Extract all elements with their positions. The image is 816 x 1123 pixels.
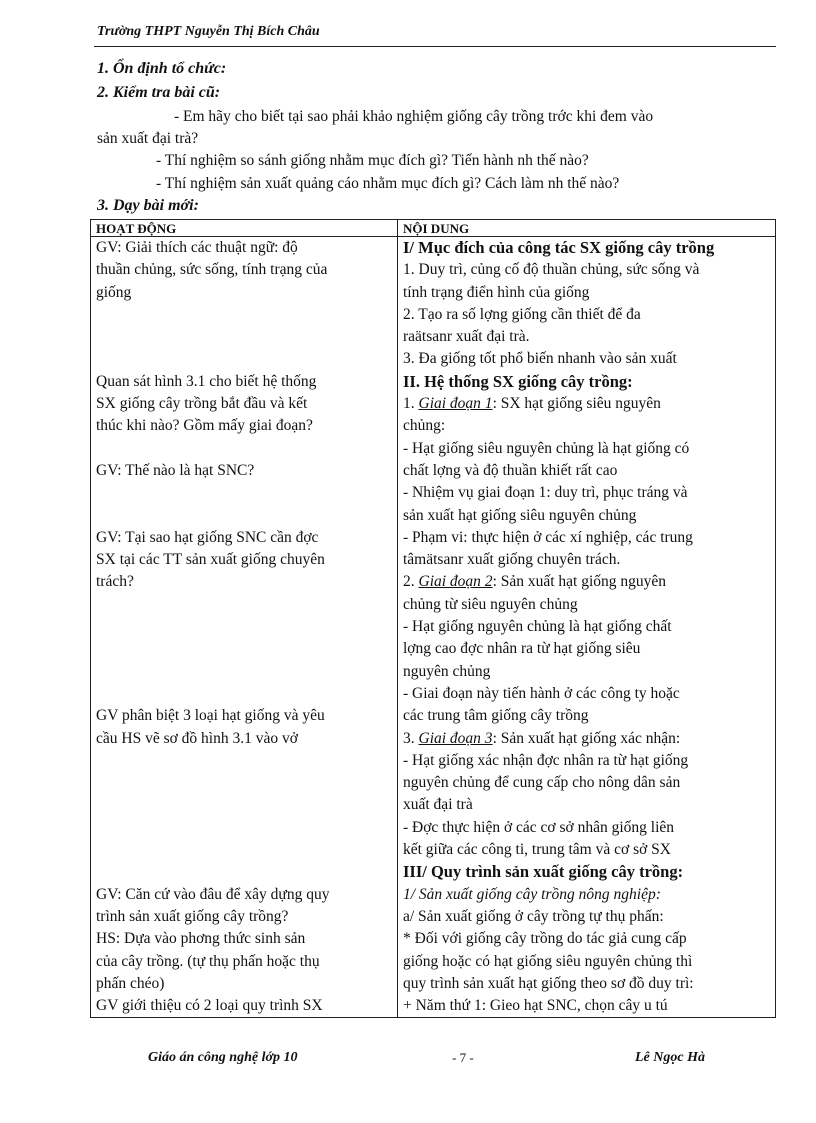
text-line: - Nhiệm vụ giai đoạn 1: duy trì, phục tráng và <box>403 484 688 502</box>
text-line: GV giới thiệu có 2 loại quy trình SX <box>96 997 323 1015</box>
subheading-agriculture: 1/ Sản xuất giống cây trồng nông nghiệp: <box>403 885 661 903</box>
text-line: 2. Tạo ra số lợng giống cần thiết để đa <box>403 305 641 323</box>
text-line: quy trình sản xuất hạt giống theo sơ đồ duy trì: <box>403 974 694 992</box>
text-line: nguyên chủng <box>403 662 491 680</box>
content-cell <box>398 237 776 1018</box>
text-line: - Phạm vi: thực hiện ở các xí nghiệp, các trung <box>403 528 693 546</box>
text-line: phấn chéo) <box>96 974 165 992</box>
text-line: GV phân biệt 3 loại hạt giống và yêu <box>96 707 325 725</box>
stage-3-label: Giai đoạn 3 <box>418 729 493 747</box>
text-line: cầu HS vẽ sơ đồ hình 3.1 vào vở <box>96 729 298 747</box>
text-line: GV: Tại sao hạt giống SNC cần đợc <box>96 528 319 546</box>
text-line: * Đối với giống cây trồng do tác giả cung cấp <box>403 930 687 948</box>
footer-page-number: - 7 - <box>452 1050 474 1065</box>
text-line: HS: Dựa vào phơng thức sinh sản <box>96 930 306 948</box>
review-question-3: - Thí nghiệm sản xuất quảng cáo nhằm mục đích gì? Cách làm nh thế nào? <box>156 175 620 192</box>
text-line: nguyên chủng để cung cấp cho nông dân sản <box>403 774 681 792</box>
text-line: tính trạng điển hình của giống <box>403 283 590 301</box>
footer-author: Lê Ngọc Hà <box>635 1050 705 1065</box>
text-line: 1. Duy trì, củng cố độ thuần chủng, sức sống và <box>403 261 700 279</box>
column-header-content: NỘI DUNG <box>398 220 776 237</box>
text-line: 2. Giai đoạn 2: Sản xuất hạt giống nguyên <box>403 573 667 591</box>
table-header-row <box>91 220 776 237</box>
text-line: giống <box>96 283 132 301</box>
review-question-2: - Thí nghiệm so sánh giống nhằm mục đích gì? Tiến hành nh thế nào? <box>156 152 589 169</box>
text-line: các trung tâm giống cây trồng <box>403 707 589 725</box>
text-line: chủng từ siêu nguyên chủng <box>403 595 578 613</box>
text-line: GV: Giải thích các thuật ngữ: độ <box>96 239 298 256</box>
text-line: + Năm thứ 1: Gieo hạt SNC, chọn cây u tú <box>403 997 668 1015</box>
text-line: - Đợc thực hiện ở các cơ sở nhân giống liên <box>403 818 675 836</box>
footer-course: Giáo án công nghệ lớp 10 <box>148 1050 298 1065</box>
text-line: 1. Giai đoạn 1: SX hạt giống siêu nguyên <box>403 395 661 413</box>
text-line: trách? <box>96 573 134 591</box>
text-line: 3. Đa giống tốt phổ biến nhanh vào sản xuất <box>403 350 677 368</box>
stage-2-label: Giai đoạn 2 <box>418 573 493 591</box>
text-line: - Hạt giống siêu nguyên chủng là hạt giống có <box>403 439 690 457</box>
text-line: chủng: <box>403 417 446 435</box>
text-line: - Giai đoạn này tiến hành ở các công ty hoặc <box>403 684 680 702</box>
text-line: - Hạt giống nguyên chủng là hạt giống chất <box>403 618 672 636</box>
text-line: của cây trồng. (tự thụ phấn hoặc thụ <box>96 952 320 970</box>
section-1-heading: 1. Ổn định tổ chức: <box>97 60 227 77</box>
heading-purpose: I/ Mục đích của công tác SX giống cây trồng <box>403 238 715 257</box>
column-header-activity: HOẠT ĐỘNG <box>91 220 398 237</box>
text-line: - Hạt giống xác nhận đợc nhân ra từ hạt giống <box>403 751 689 769</box>
text-line: trình sản xuất giống cây trồng? <box>96 907 289 925</box>
text-line: thuần chủng, sức sống, tính trạng của <box>96 261 328 279</box>
heading-process: III/ Quy trình sản xuất giống cây trồng: <box>403 862 684 882</box>
text-line: lợng cao đợc nhân ra từ hạt giống siêu <box>403 640 641 658</box>
header-rule <box>94 46 776 47</box>
text-line: chất lợng và độ thuần khiết rất cao <box>403 461 618 479</box>
text-line: GV: Thế nào là hạt SNC? <box>96 461 255 479</box>
review-question-1a: - Em hãy cho biết tại sao phải khảo nghiệm giống cây trồng trớc khi đem vào <box>174 108 654 125</box>
text-line: tâmätsanr xuất giống chuyên trách. <box>403 551 621 569</box>
text-line: SX tại các TT sản xuất giống chuyên <box>96 551 325 569</box>
text-line: a/ Sản xuất giống ở cây trồng tự thụ phấn: <box>403 907 664 925</box>
text-line: giống hoặc có hạt giống siêu nguyên chủng thì <box>403 952 693 970</box>
text-line: sản xuất hạt giống siêu nguyên chủng <box>403 506 637 524</box>
text-line: xuất đại trà <box>403 796 473 814</box>
heading-system: II. Hệ thống SX giống cây trồng: <box>403 371 633 391</box>
text-line: SX giống cây trồng bắt đầu và kết <box>96 395 308 413</box>
text-line: GV: Căn cứ vào đâu để xây dựng quy <box>96 885 330 903</box>
text-line: kết giữa các công ti, trung tâm và cơ sở SX <box>403 841 671 859</box>
text-line: Quan sát hình 3.1 cho biết hệ thống <box>96 372 317 390</box>
text-line: 3. Giai đoạn 3: Sản xuất hạt giống xác nhận: <box>403 729 681 747</box>
text-line: thúc khi nào? Gồm mấy giai đoạn? <box>96 417 313 435</box>
page-header: Trường THPT Nguyễn Thị Bích Châu <box>97 24 320 39</box>
section-2-heading: 2. Kiểm tra bài cũ: <box>97 84 221 101</box>
stage-1-label: Giai đoạn 1 <box>418 395 493 413</box>
lesson-table <box>90 219 776 1018</box>
section-3-heading: 3. Dạy bài mới: <box>97 197 199 214</box>
activity-cell <box>91 237 398 1018</box>
table-row <box>91 237 776 1018</box>
review-question-1b: sản xuất đại trà? <box>97 130 199 147</box>
text-line: raätsanr xuất đại trà. <box>403 328 530 346</box>
